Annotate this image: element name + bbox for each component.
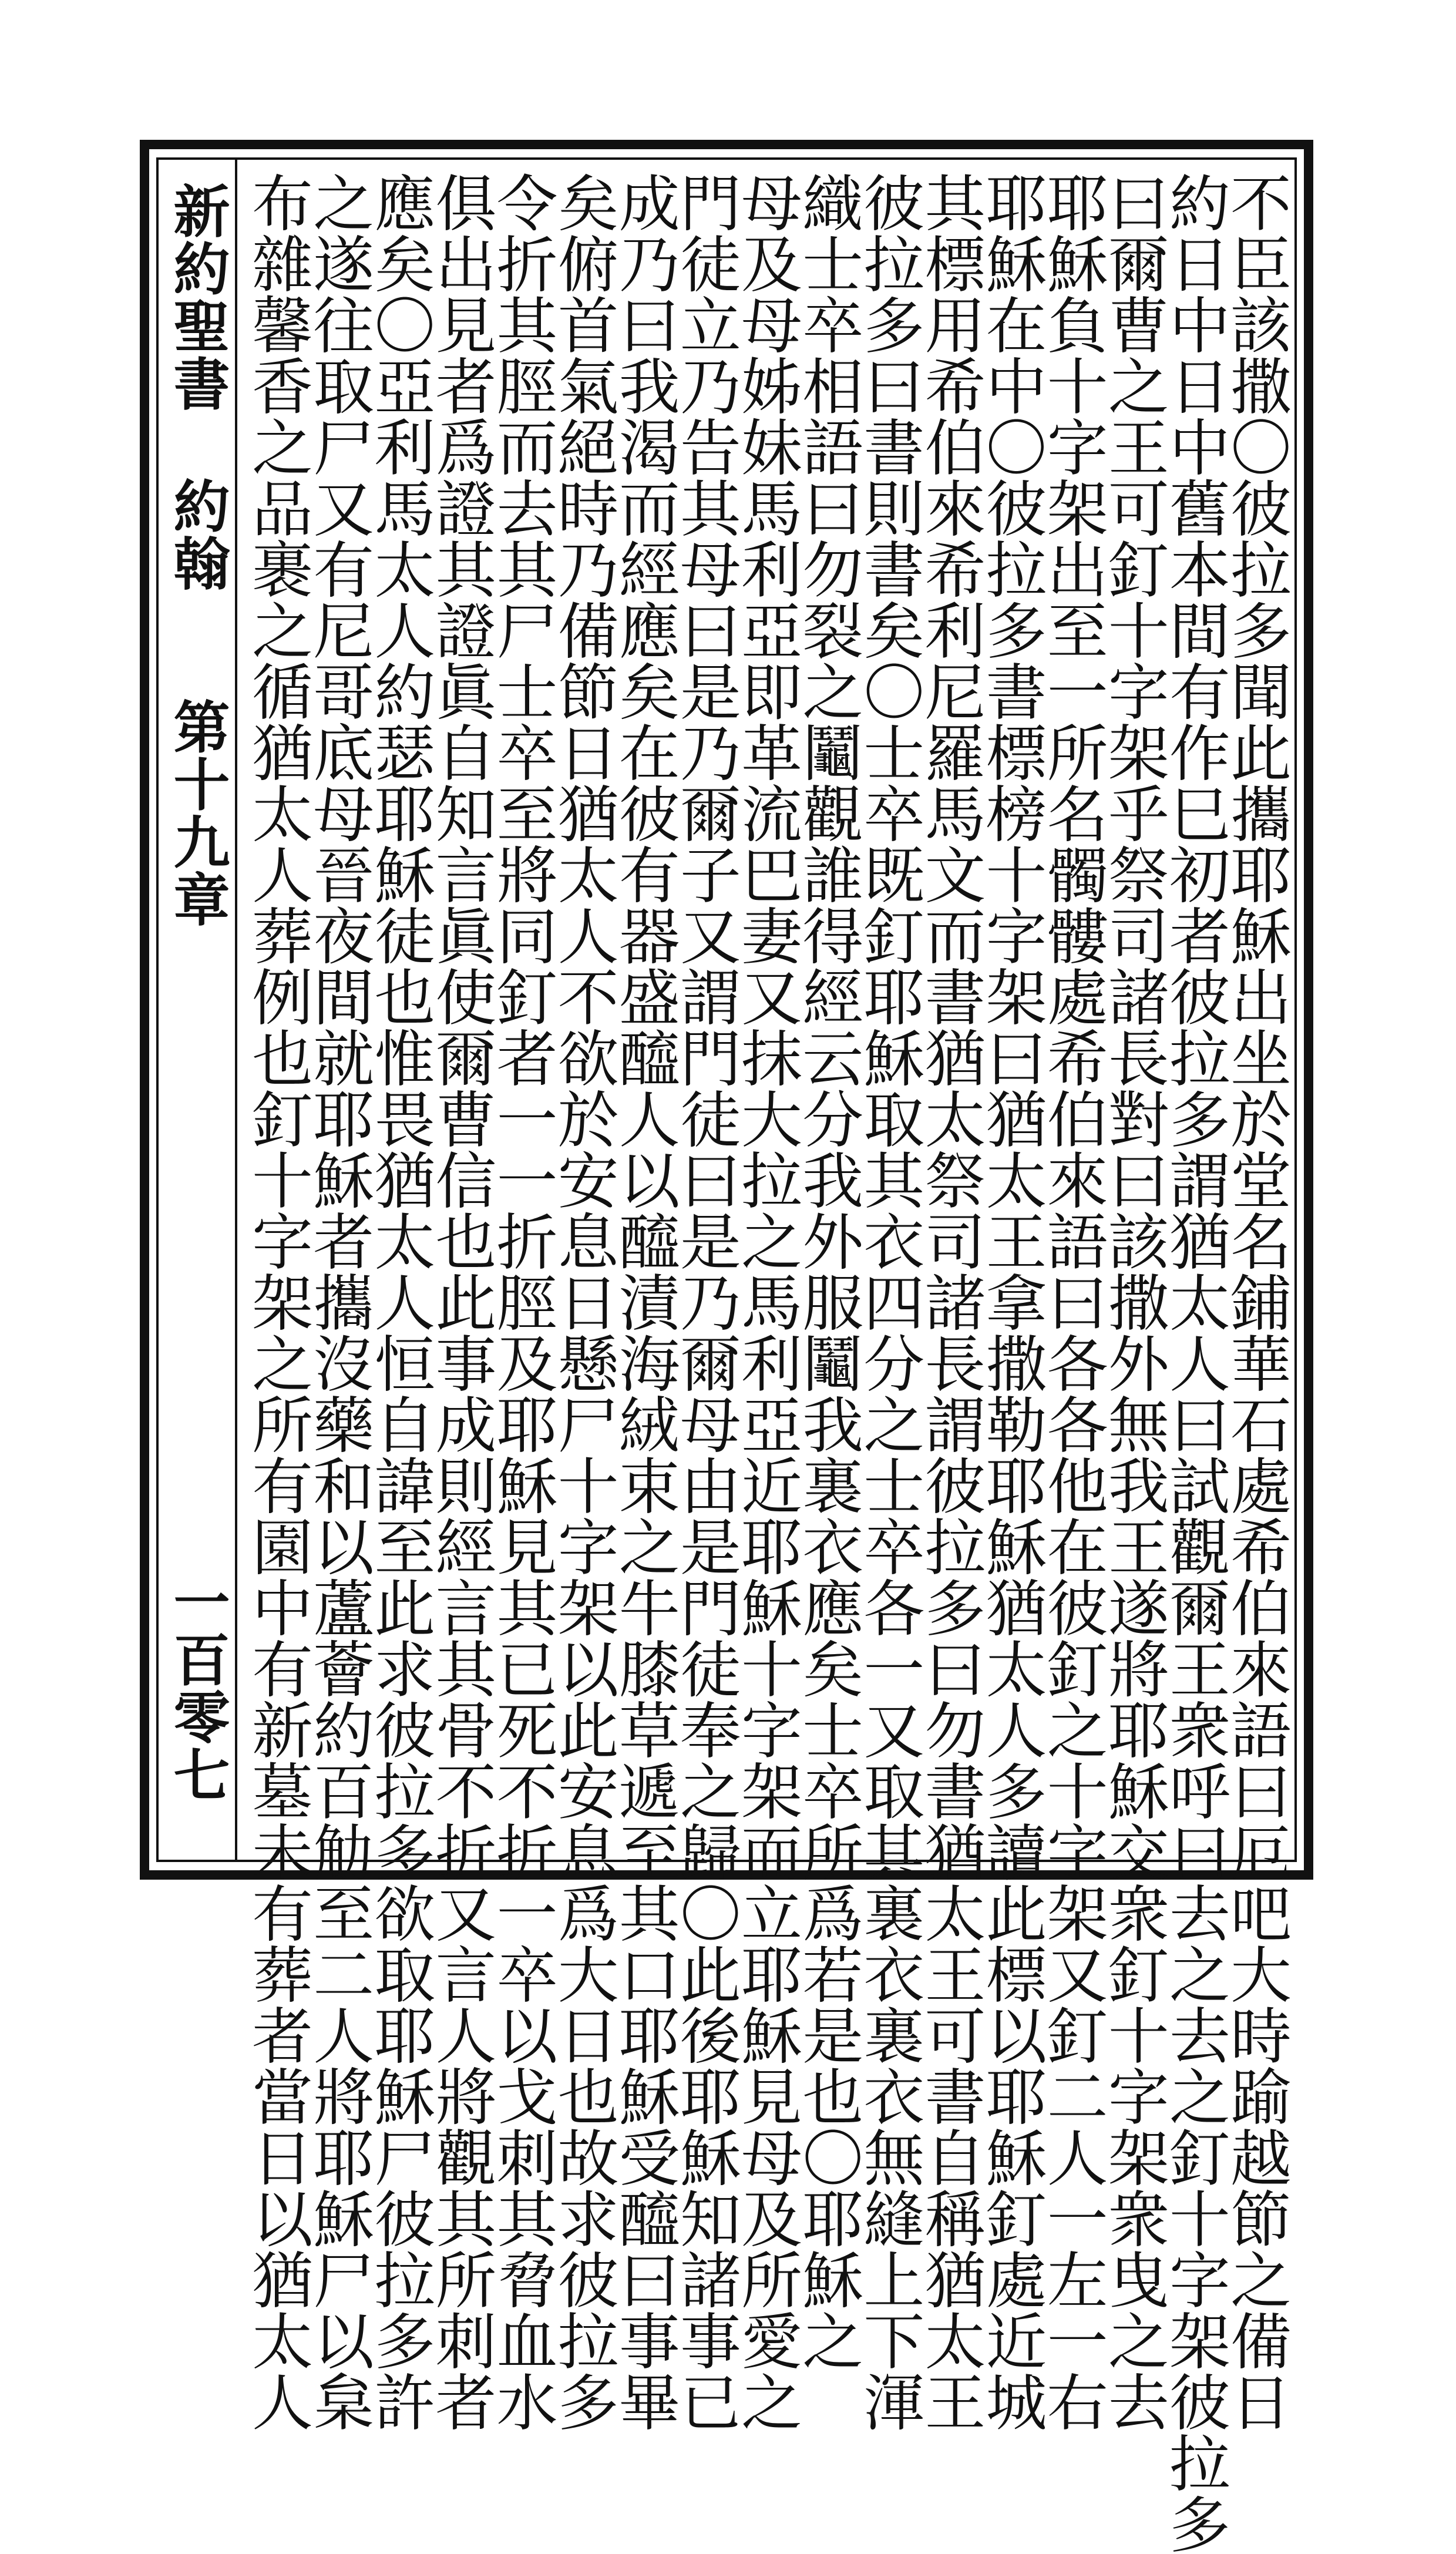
text-column: 織士卒相語曰勿裂之鬮觀誰得經云分我外服鬮我裏衣應矣士卒所爲若是也〇耶穌之 (792, 172, 864, 2371)
text-column: 約日中日中舊本間有作巳初者彼拉多謂猶太人曰試觀爾王衆呼曰去之去之釘十字架彼拉多 (1158, 172, 1230, 2554)
text-column: 令折其脛而去其尸士卒至將同釘者一一折脛及耶穌見其已死不折一卒以戈刺其脅血水 (486, 172, 558, 2432)
text-column: 之遂往取尸又有尼哥底母晉夜間就耶穌者攜沒藥和以蘆薈約百觔至二人將耶穌尸以枲 (302, 172, 375, 2432)
text-column: 應矣〇亞利馬太人約瑟耶穌徒也惟畏猶太人恒自諱至此求彼拉多欲取耶穌尸彼拉多許 (364, 172, 436, 2432)
text-column: 成乃曰我渴而經應矣在彼有器盛醯人以醯漬海絨束之牛膝草遞至其口耶穌受醯曰事畢 (608, 172, 680, 2432)
text-column: 母及母姊妹馬利亞即革流巴妻又抹大拉之馬利亞近耶穌十字架而立耶穌見母及所愛之 (731, 172, 802, 2432)
text-column: 門徒立乃告其母曰是乃爾子又謂門徒曰是乃爾母由是門徒奉之歸〇此後耶穌知諸事已 (669, 172, 741, 2432)
main-text (241, 172, 1292, 2554)
margin-rule (235, 157, 237, 1862)
chapter-label: 第十九章 (164, 698, 231, 928)
running-header (164, 176, 231, 1844)
gospel-name: 約翰 (164, 477, 231, 592)
text-column: 不臣該撒〇彼拉多聞此攜耶穌出坐於堂名鋪華石處希伯來語曰厄吧大時踰越節之備日 (1220, 172, 1292, 2432)
text-column: 彼拉多曰書則書矣〇士卒既釘耶穌取其衣四分之士卒各一又取其裏衣裏衣無縫上下渾 (853, 172, 925, 2432)
page-number: 一百零七 (164, 1573, 231, 1803)
text-column: 曰爾曹之王可釘十字架乎祭司諸長對曰該撒外無我王遂將耶穌交衆釘十字架衆曳之去 (1097, 172, 1169, 2432)
book-title: 新約聖書 (164, 182, 231, 412)
text-column: 矣俯首氣絕時乃備節日猶太人不欲於安息日懸尸十字架以此安息爲大日也故求彼拉多 (547, 172, 619, 2432)
text-column: 布雜馨香之品裹之循猶太人葬例也釘十字架之所有園中有新墓未有葬者當日以猶太人 (241, 172, 313, 2432)
text-column: 其標用希伯來希利尼羅馬文而書猶太祭司諸長謂彼拉多曰勿書猶太王可書自稱猶太王 (914, 172, 986, 2432)
text-column: 耶穌負十字架出至一所名髑髏處希伯來語曰各各他在彼釘之十字架又釘二人一左一右 (1036, 172, 1108, 2432)
text-column: 耶穌在中〇彼拉多書標榜十字架曰猶太王拿撒勒耶穌猶太人多讀此標以耶穌釘處近城 (975, 172, 1047, 2432)
text-column: 俱出見者爲證其證眞自知言眞使爾曹信也此事成則經言其骨不折又言人將觀其所刺者 (425, 172, 497, 2432)
